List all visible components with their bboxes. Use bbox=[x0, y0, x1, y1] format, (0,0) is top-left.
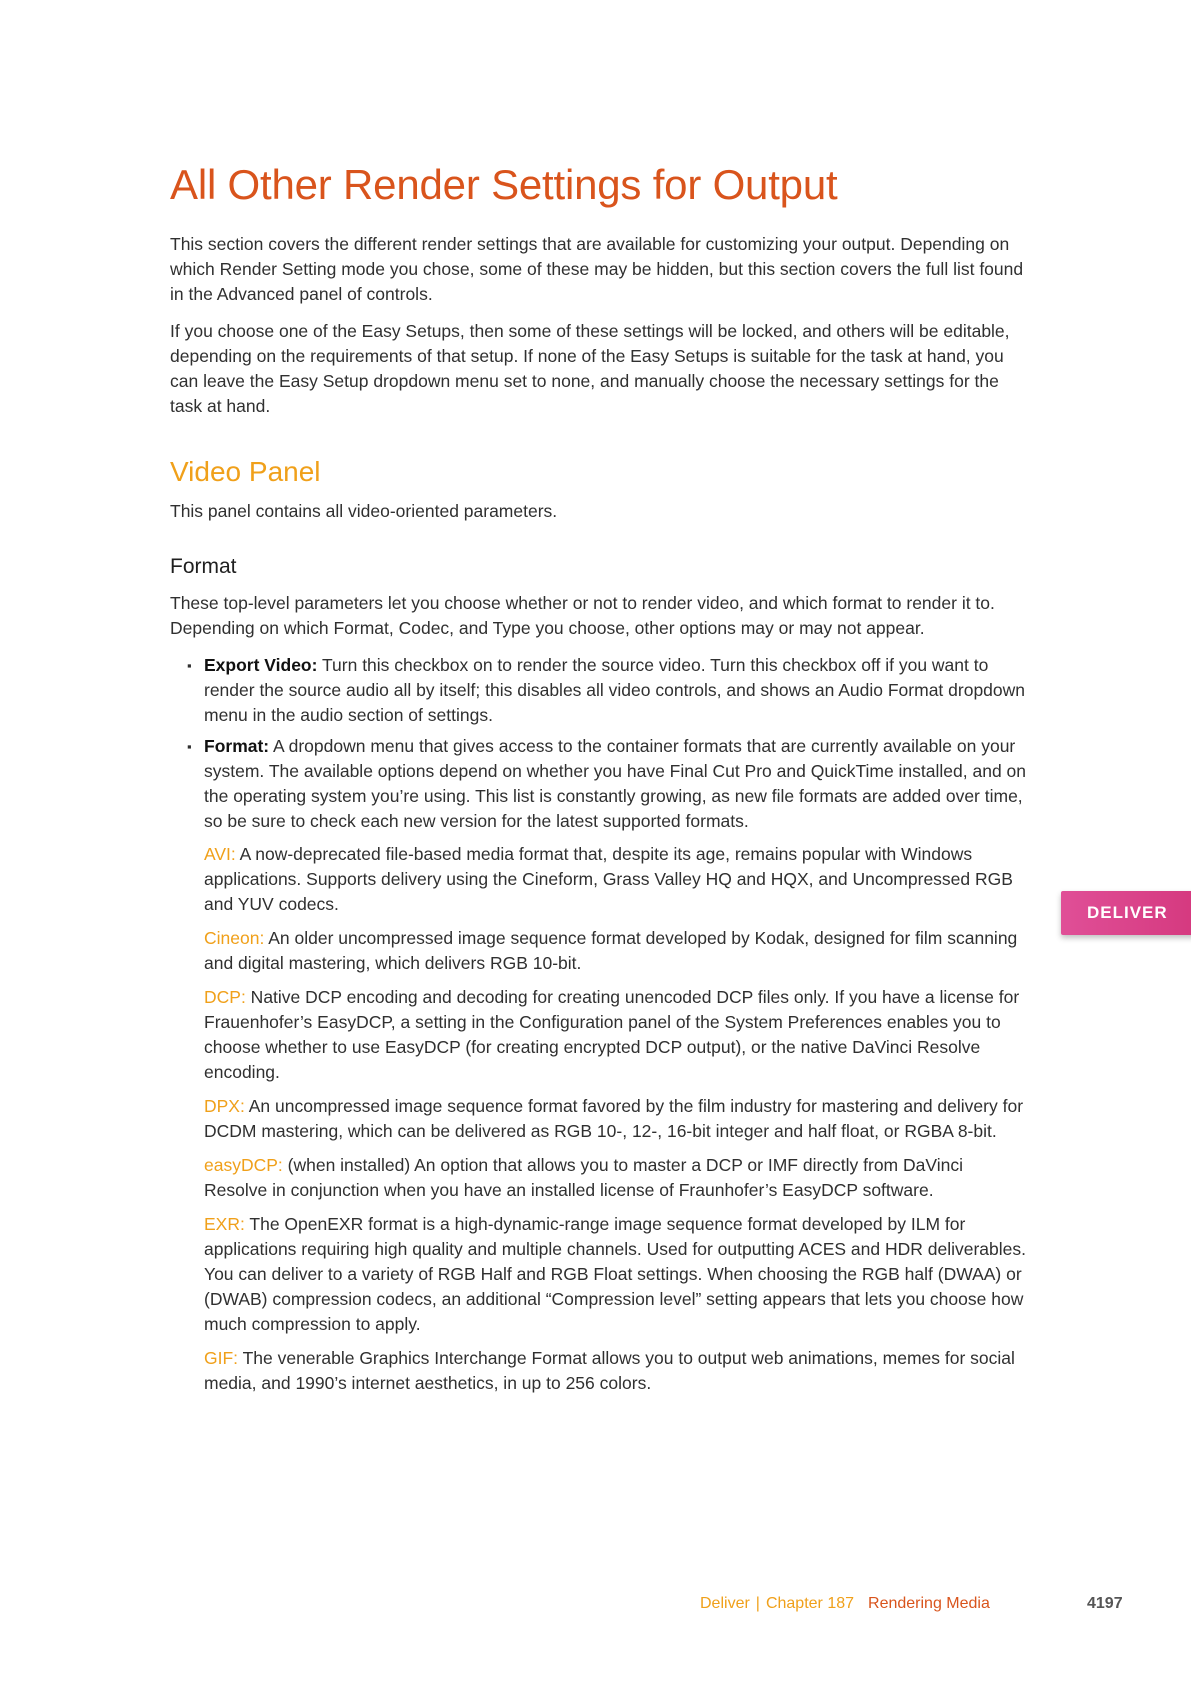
page-title: All Other Render Settings for Output bbox=[170, 161, 838, 208]
deliver-side-tab[interactable] bbox=[1061, 891, 1191, 935]
format-definitions bbox=[170, 842, 1030, 1396]
format-name: DCP: bbox=[204, 987, 246, 1008]
list-item bbox=[170, 653, 1030, 728]
format-item-exr bbox=[204, 1212, 1030, 1337]
format-name: DPX: bbox=[204, 1096, 245, 1117]
side-tab-label: DELIVER bbox=[1087, 903, 1168, 922]
format-text: Native DCP encoding and decoding for creating unencoded DCP files only. If you have a license for Frauenhofer’s EasyDCP, a setting in the Configuration panel of the System Preferences enables you to choose whether to use EasyDCP (for creating encrypted DCP output), or the native DaVinci Resolve encoding. bbox=[204, 987, 1020, 1083]
footer-section: Rendering Media bbox=[868, 1595, 990, 1612]
format-text: An older uncompressed image sequence format developed by Kodak, designed for film scanning and digital mastering, which delivers RGB 10-bit. bbox=[204, 928, 1018, 974]
footer-separator: | bbox=[755, 1595, 760, 1612]
format-description: These top-level parameters let you choose whether or not to render video, and which format to render it to. Depending on which Format, Codec, and Type you choose, other options may or may not appear. bbox=[170, 593, 995, 639]
format-name: AVI: bbox=[204, 844, 236, 865]
bullet-icon: ▪ bbox=[187, 658, 192, 674]
format-item-avi bbox=[204, 842, 1030, 917]
format-bullet-list bbox=[170, 653, 1030, 834]
page-content bbox=[170, 160, 1030, 1405]
list-item bbox=[170, 734, 1030, 834]
bullet-text: Turn this checkbox on to render the source video. Turn this checkbox off if you want to render the source audio all by itself; this disables all video controls, and shows an Audio Format dropdown menu in the audio section of settings. bbox=[204, 655, 1026, 726]
page-number: 4197 bbox=[1087, 1595, 1123, 1612]
bullet-text: A dropdown menu that gives access to the container formats that are currently available on your system. The available options depend on whether you have Final Cut Pro and QuickTime installed, and on the operating system you’re using. This list is constantly growing, as new file formats are added over time, so be sure to check each new version for the latest supported formats. bbox=[204, 736, 1027, 832]
footer-part: Deliver bbox=[700, 1595, 750, 1612]
format-text: The venerable Graphics Interchange Format allows you to output web animations, memes for social media, and 1990’s internet aesthetics, in up to 256 colors. bbox=[204, 1348, 1015, 1394]
format-name: easyDCP: bbox=[204, 1155, 283, 1176]
format-name: Cineon: bbox=[204, 928, 265, 949]
format-text: A now-deprecated file-based media format that, despite its age, remains popular with Windows applications. Supports delivery using the Cineform, Grass Valley HQ and HQX, and Uncompressed RGB and YUV codecs. bbox=[204, 844, 1013, 915]
footer-chapter: Chapter 187 bbox=[765, 1595, 855, 1612]
format-item-dpx bbox=[204, 1094, 1030, 1144]
intro-paragraph-1: This section covers the different render settings that are available for customizing your output. Depending on which Render Setting mode you chose, some of these may be hidden, but this section covers the full list found in the Advanced panel of controls. bbox=[170, 234, 1024, 305]
footer-breadcrumb bbox=[700, 1594, 990, 1614]
intro-paragraph-2: If you choose one of the Easy Setups, then some of these settings will be locked, and others will be editable, depending on the requirements of that setup. If none of the Easy Setups is suitable for the task at hand, you can leave the Easy Setup dropdown menu set to none, and manually choose the necessary settings for the task at hand. bbox=[170, 321, 1010, 417]
format-text: (when installed) An option that allows you to master a DCP or IMF directly from DaVinci Resolve in conjunction when you have an installed license of Fraunhofer’s EasyDCP software. bbox=[204, 1155, 963, 1201]
format-name: GIF: bbox=[204, 1348, 239, 1369]
format-name: EXR: bbox=[204, 1214, 245, 1235]
bullet-term: Format: bbox=[204, 736, 270, 757]
video-panel-description: This panel contains all video-oriented parameters. bbox=[170, 500, 558, 521]
format-text: An uncompressed image sequence format favored by the film industry for mastering and delivery for DCDM mastering, which can be delivered as RGB 10-, 12-, 16-bit integer and half float, or RGBA 8-bit. bbox=[204, 1096, 1024, 1142]
format-item-cineon bbox=[204, 926, 1030, 976]
bullet-icon: ▪ bbox=[187, 739, 192, 755]
bullet-term: Export Video: bbox=[204, 655, 318, 676]
format-heading: Format bbox=[170, 554, 237, 578]
format-text: The OpenEXR format is a high-dynamic-range image sequence format developed by ILM for applications requiring high quality and multiple channels. Used for outputting ACES and HDR deliverables. You can deliver to a variety of RGB Half and RGB Float settings. When choosing the RGB half (DWAA) or (DWAB) compression codecs, an additional “Compression level” setting appears that lets you choose how much compression to apply. bbox=[204, 1214, 1027, 1335]
format-item-gif bbox=[204, 1346, 1030, 1396]
video-panel-heading: Video Panel bbox=[170, 456, 321, 488]
format-item-easydcp bbox=[204, 1153, 1030, 1203]
format-item-dcp bbox=[204, 985, 1030, 1085]
